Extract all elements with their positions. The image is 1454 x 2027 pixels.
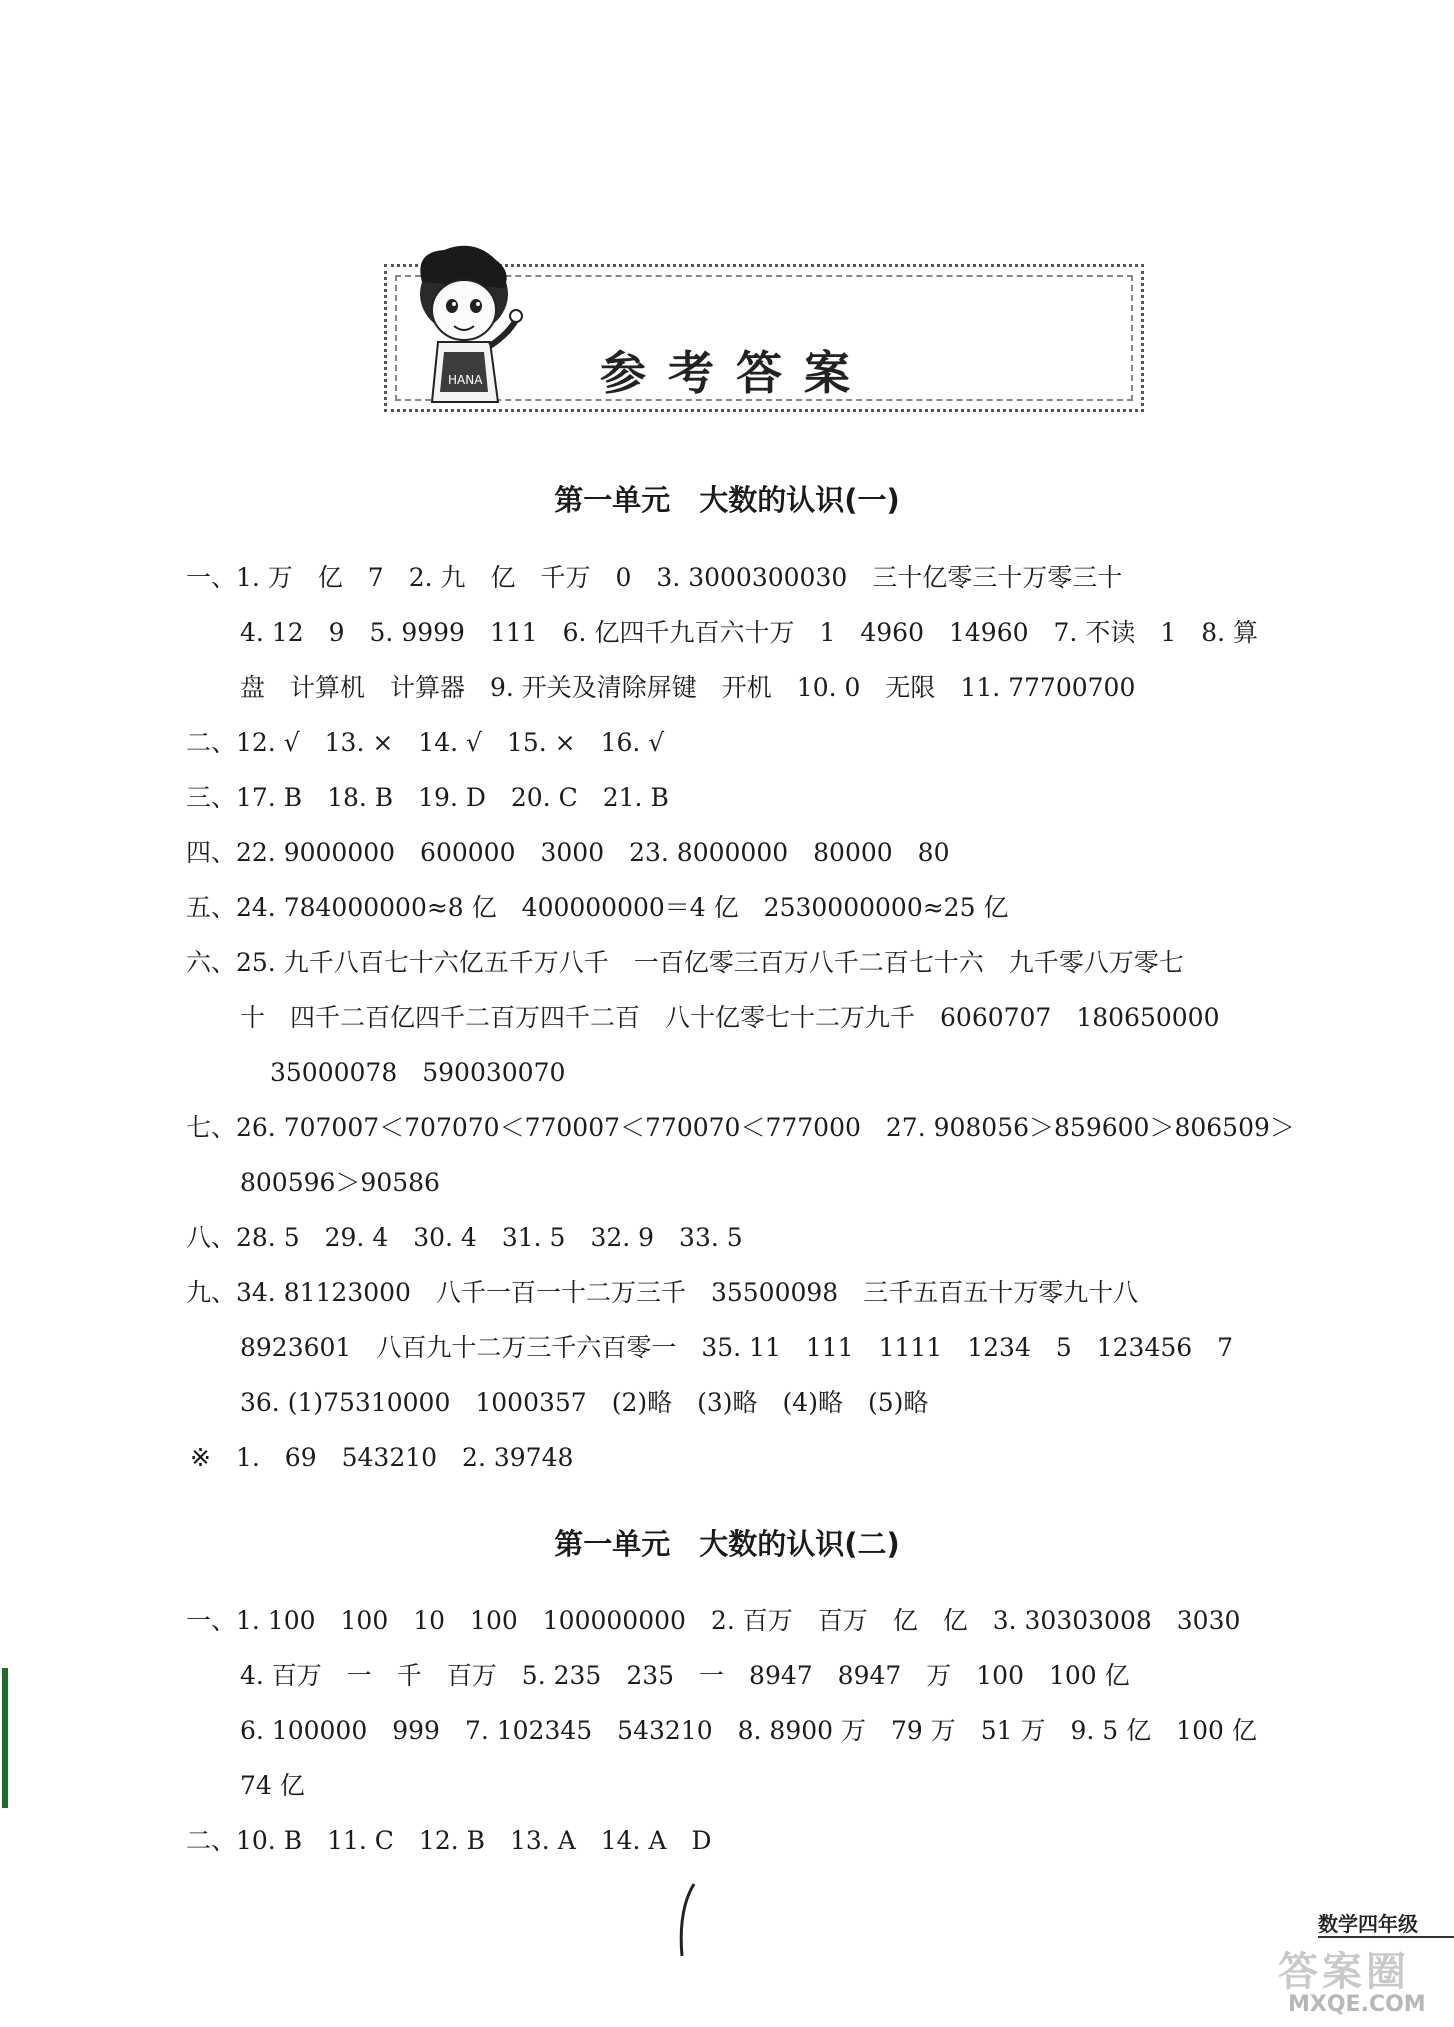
svg-text:HANA: HANA xyxy=(448,373,483,387)
binding-edge-mark xyxy=(0,1668,16,1808)
answer-line: 十 四千二百亿四千二百万四千二百 八十亿零七十二万九千 6060707 180650000 xyxy=(240,1003,1220,1032)
section-title-1: 第一单元 大数的认识(一) xyxy=(554,483,900,517)
answer-line: 二、10. B 11. C 12. B 13. A 14. A D xyxy=(186,1826,712,1855)
pen-scribble-mark xyxy=(672,1880,702,1960)
answer-line: 三、17. B 18. B 19. D 20. C 21. B xyxy=(186,783,669,812)
answer-line: 4. 12 9 5. 9999 111 6. 亿四千九百六十万 1 4960 14960 7. 不读 1 8. 算 xyxy=(240,618,1259,647)
answer-line: 六、25. 九千八百七十六亿五千万八千 一百亿零三百万八千二百七十六 九千零八万零七 xyxy=(186,948,1184,977)
answer-line: 800596＞90586 xyxy=(240,1168,440,1197)
answer-line: 盘 计算机 计算器 9. 开关及清除屏键 开机 10. 0 无限 11. 77700700 xyxy=(240,673,1136,702)
answer-line: 八、28. 5 29. 4 30. 4 31. 5 32. 9 33. 5 xyxy=(186,1223,743,1252)
answer-line: 35000078 590030070 xyxy=(270,1058,566,1087)
footer-grade-label: 数学四年级 xyxy=(1318,1912,1418,1936)
answer-line: 九、34. 81123000 八千一百一十二万三千 35500098 三千五百五十万零九十八 xyxy=(186,1278,1139,1307)
page-title: 参考答案 xyxy=(600,346,872,400)
mascot-boy-illustration xyxy=(404,242,528,412)
answer-line: 七、26. 707007＜707070＜770007＜770070＜777000 27. 908056＞859600＞806509＞ xyxy=(186,1113,1295,1142)
answer-line: 36. (1)75310000 1000357 (2)略 (3)略 (4)略 (5)略 xyxy=(240,1388,929,1417)
watermark-logo-text: 答案圈 xyxy=(1278,1949,1410,1995)
answer-line: 4. 百万 一 千 百万 5. 235 235 一 8947 8947 万 100 100 亿 xyxy=(240,1661,1130,1690)
answer-line: 6. 100000 999 7. 102345 543210 8. 8900 万 79 万 51 万 9. 5 亿 100 亿 xyxy=(240,1716,1257,1745)
answer-line: 五、24. 784000000≈8 亿 400000000＝4 亿 2530000000≈25 亿 xyxy=(186,893,1009,922)
answer-line: ※ 1. 69 543210 2. 39748 xyxy=(190,1443,574,1472)
answer-line: 8923601 八百九十二万三千六百零一 35. 11 111 1111 1234 5 123456 7 xyxy=(240,1333,1234,1362)
watermark-url: MXQE.COM xyxy=(1288,1992,1426,2017)
answer-line: 二、12. √ 13. × 14. √ 15. × 16. √ xyxy=(186,728,665,757)
section-title-2: 第一单元 大数的认识(二) xyxy=(554,1527,900,1561)
answer-line: 一、1. 万 亿 7 2. 九 亿 千万 0 3. 3000300030 三十亿零三十万零三十 xyxy=(186,563,1123,592)
watermark xyxy=(1238,1938,1454,2024)
answer-line: 一、1. 100 100 10 100 100000000 2. 百万 百万 亿 亿 3. 30303008 3030 xyxy=(186,1606,1241,1635)
answer-line: 四、22. 9000000 600000 3000 23. 8000000 80000 80 xyxy=(186,838,950,867)
answer-line: 74 亿 xyxy=(240,1771,305,1800)
